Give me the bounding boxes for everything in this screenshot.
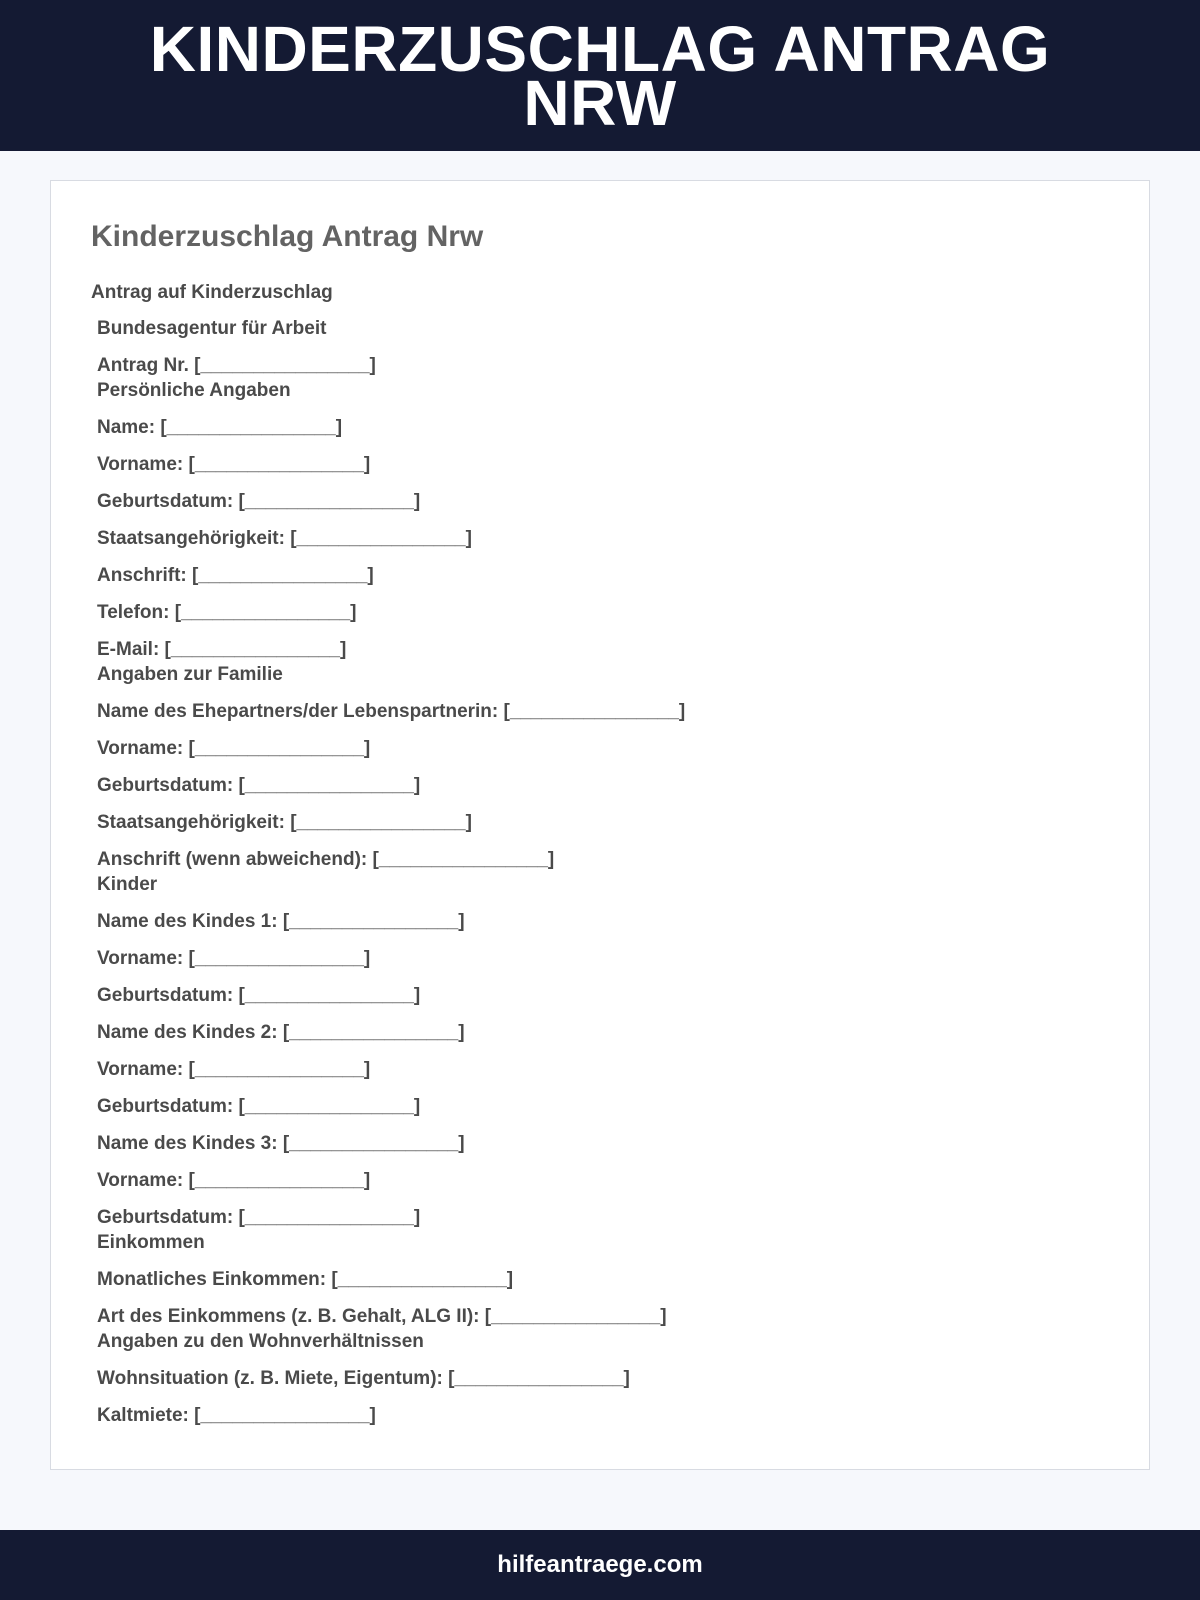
form-field-line: Staatsangehörigkeit: [________________] <box>97 528 472 549</box>
page-header <box>0 0 1200 151</box>
section-heading: Persönliche Angaben <box>97 380 291 401</box>
form-field-line: Wohnsituation (z. B. Miete, Eigentum): [________________] <box>97 1368 630 1389</box>
form-field-line: Geburtsdatum: [________________] <box>97 1096 421 1117</box>
form-field-line: Name des Ehepartners/der Lebenspartnerin: [________________] <box>97 701 686 722</box>
form-field-line: Anschrift (wenn abweichend): [________________] <box>97 849 555 870</box>
page-banner-title: KINDERZUSCHLAG ANTRAG NRW <box>149 12 1051 139</box>
section-heading: Kinder <box>97 874 158 895</box>
form-field-line: Bundesagentur für Arbeit <box>97 318 327 339</box>
form-field-line: Vorname: [________________] <box>97 1170 371 1191</box>
form-field-line: Geburtsdatum: [________________] <box>97 1207 421 1228</box>
page-footer <box>0 1530 1200 1600</box>
form-field-line: Vorname: [________________] <box>97 1059 371 1080</box>
form-field-line: Name: [________________] <box>97 417 343 438</box>
form-field-line: Vorname: [________________] <box>97 948 371 969</box>
footer-site-link[interactable]: hilfeantraege.com <box>497 1551 703 1578</box>
section-heading: Angaben zu den Wohnverhältnissen <box>97 1331 424 1352</box>
document-card <box>50 180 1150 1470</box>
form-field-line: Name des Kindes 3: [________________] <box>97 1133 465 1154</box>
document-subtitle: Antrag auf Kinderzuschlag <box>91 282 333 303</box>
form-field-line: Geburtsdatum: [________________] <box>97 985 421 1006</box>
form-field-line: Vorname: [________________] <box>97 738 371 759</box>
section-heading: Angaben zur Familie <box>97 664 283 685</box>
form-field-line: Art des Einkommens (z. B. Gehalt, ALG II): [________________] <box>97 1306 667 1327</box>
form-field-line: Geburtsdatum: [________________] <box>97 775 421 796</box>
form-field-line: Staatsangehörigkeit: [________________] <box>97 812 472 833</box>
form-field-line: Anschrift: [________________] <box>97 565 374 586</box>
form-field-line: Vorname: [________________] <box>97 454 371 475</box>
form-field-line: Kaltmiete: [________________] <box>97 1405 376 1426</box>
form-field-line: Name des Kindes 1: [________________] <box>97 911 465 932</box>
form-field-line: Telefon: [________________] <box>97 602 357 623</box>
form-field-line: Geburtsdatum: [________________] <box>97 491 421 512</box>
form-field-line: Name des Kindes 2: [________________] <box>97 1022 465 1043</box>
form-field-line: Antrag Nr. [________________] <box>97 355 376 376</box>
form-field-line: Monatliches Einkommen: [________________] <box>97 1269 514 1290</box>
form-field-line: E-Mail: [________________] <box>97 639 347 660</box>
document-title: Kinderzuschlag Antrag Nrw <box>91 220 484 253</box>
section-heading: Einkommen <box>97 1232 205 1253</box>
